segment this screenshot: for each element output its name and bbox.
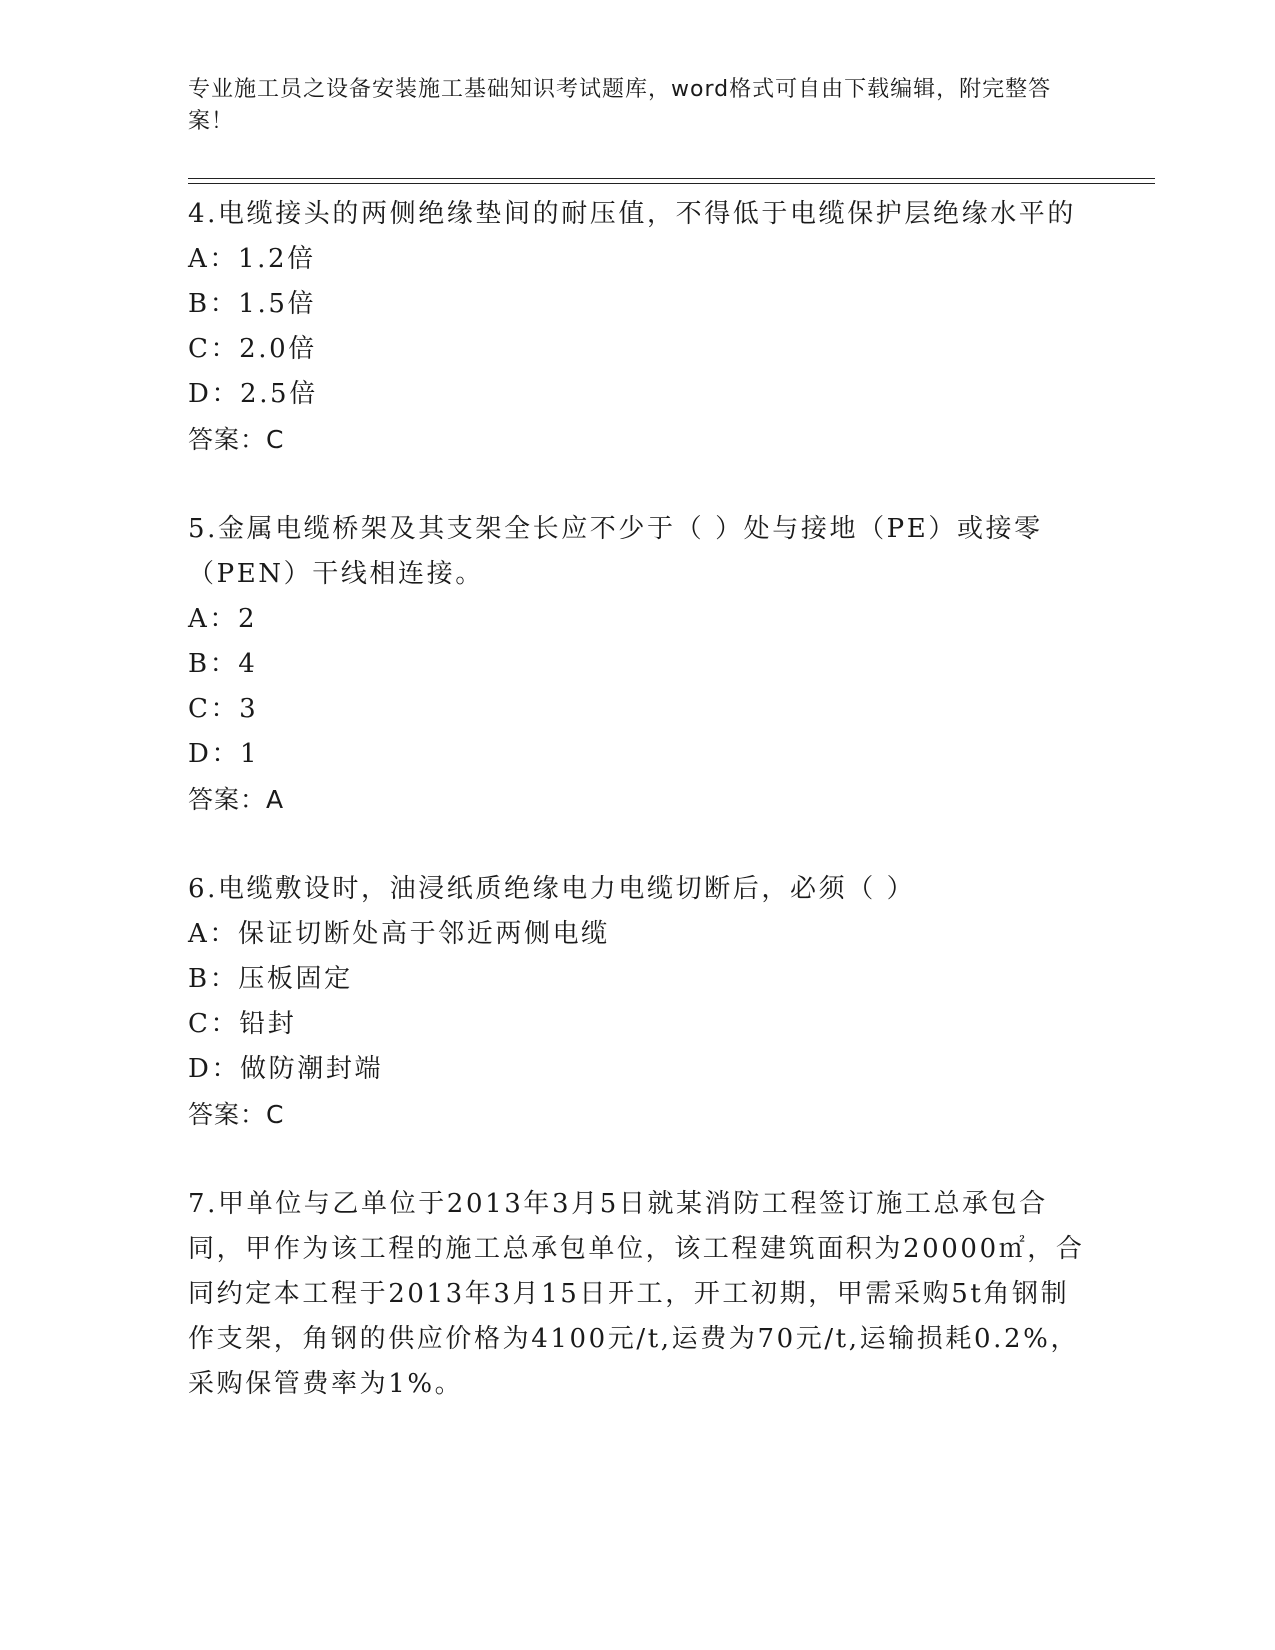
question-stem: 6.电缆敷设时，油浸纸质绝缘电力电缆切断后，必须（ ） — [188, 874, 916, 904]
question-stem: 7.甲单位与乙单位于2013年3月5日就某消防工程签订施工总承包合同，甲作为该工程的施工总承包单位，该工程建筑面积为20000㎡，合同约定本工程于2013年3月15日开工，开工初期，甲需采购5t角钢制作支架，角钢的供应价格为4100元/t,运费为70元/t,运输损耗0.2%，采购保管费率为1%。 — [188, 1189, 1085, 1399]
question-list — [188, 188, 1088, 1407]
option-d: D：1 — [188, 739, 260, 769]
answer: 答案：C — [188, 425, 285, 454]
option-d: D：做防潮封端 — [188, 1054, 384, 1084]
option-b: B：4 — [188, 649, 258, 679]
header-rule-bottom — [188, 183, 1155, 184]
option-d: D：2.5倍 — [188, 379, 318, 409]
option-b: B：1.5倍 — [188, 289, 317, 319]
question-5 — [188, 507, 1088, 822]
option-c: C：3 — [188, 694, 259, 724]
header-rule-top — [188, 178, 1155, 179]
option-b: B：压板固定 — [188, 964, 353, 994]
question-stem: 5.金属电缆桥架及其支架全长应不少于（ ）处与接地（PE）或接零（PEN）干线相连接。 — [188, 514, 1043, 589]
option-a: A：1.2倍 — [188, 244, 316, 274]
answer: 答案：A — [188, 785, 285, 814]
option-c: C：铅封 — [188, 1009, 297, 1039]
question-7 — [188, 1182, 1088, 1407]
option-a: A：保证切断处高于邻近两侧电缆 — [188, 919, 610, 949]
option-c: C：2.0倍 — [188, 334, 317, 364]
question-4 — [188, 192, 1088, 462]
question-6 — [188, 867, 1088, 1137]
option-a: A：2 — [188, 604, 258, 634]
document-header: 专业施工员之设备安装施工基础知识考试题库，word格式可自由下载编辑，附完整答案！ — [188, 77, 1052, 134]
answer: 答案：C — [188, 1100, 285, 1129]
question-stem: 4.电缆接头的两侧绝缘垫间的耐压值，不得低于电缆保护层绝缘水平的 — [188, 199, 1077, 229]
